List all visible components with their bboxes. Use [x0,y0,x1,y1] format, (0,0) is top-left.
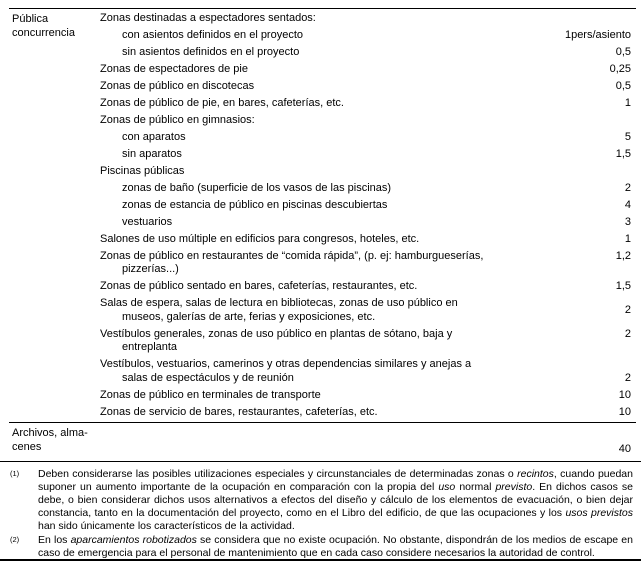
footnote-segment: previsto [495,481,533,493]
description-line: Zonas de espectadores de pie [100,62,248,75]
table-row [100,296,636,327]
row-value: 4 [624,198,631,211]
category-label [9,10,100,421]
row-value: 1pers/asiento [564,28,631,41]
row-description [100,216,554,230]
row-value: 10 [618,405,631,418]
footnotes [0,461,641,561]
description-line: entreplanta [122,341,178,354]
row-description [100,97,554,111]
table-row [100,146,636,163]
row-description [100,328,554,355]
description-line: Salones de uso múltiple en edificios para congresos, hoteles, etc. [100,232,420,245]
description-line: Vestíbulos, vestuarios, camerinos y otras dependencias similares y anejas a [100,358,472,371]
row-value: 5 [624,130,631,143]
description-line: sin asientos definidos en el proyecto [122,45,300,58]
row-description [100,233,554,247]
table-row [100,163,636,180]
description-line: Vestíbulos generales, zonas de uso público en plantas de sótano, baja y [100,327,453,340]
table-row [100,424,636,459]
description-line: Zonas de público sentado en bares, cafeterías, restaurantes, etc. [100,280,418,293]
table-row [100,61,636,78]
description-line: Zonas de público de pie, en bares, cafeterías, etc. [100,96,344,109]
table-row [100,197,636,214]
description-line: museos, galerías de arte, ferias y exposiciones, etc. [122,310,376,323]
table-row [100,357,636,388]
row-description [100,358,554,385]
footnote-marker: (2) [10,535,20,544]
description-line: Zonas de servicio de bares, restaurantes, cafeterías, etc. [100,405,378,418]
table-row [100,214,636,231]
row-description [100,131,554,145]
footnote-segment: aparcamientos robotizados [70,534,197,546]
description-line: con aparatos [122,130,186,143]
footnote-segment: . En dichos casos se debe, o bien considerar dichos usos alternativos a efectos del diseño y cálculo de los elementos de evacuación, o bien dejar constancia, tanto en la documentación del proyecto, como en el Libro del edificio, de que las ocupaciones y los [38,481,633,519]
row-value: 1,2 [615,249,631,262]
footnote-text [38,534,641,560]
footnote-segment: usos previstos [565,507,633,519]
row-value: 10 [618,388,631,401]
table-row [100,387,636,404]
row-description [100,406,554,420]
table-row [100,112,636,129]
footnote-text [38,468,641,533]
row-description [100,80,554,94]
bottom-rule [0,559,641,561]
table-row [100,326,636,357]
description-line: zonas de baño (superficie de los vasos de las piscinas) [122,181,392,194]
category-line: cenes [12,441,42,453]
table-row [100,180,636,197]
footnote-segment: En los [38,534,71,546]
description-line: con asientos definidos en el proyecto [122,28,304,41]
table-section [9,422,636,460]
row-description [100,165,554,179]
row-description [100,12,554,26]
description-line: Zonas de público en restaurantes de “comida rápida”, (p. ej: hamburgueserías, [100,249,484,262]
row-description [100,199,554,213]
row-value: 1 [624,96,631,109]
table-row [100,44,636,61]
row-value: 1 [624,232,631,245]
table-row [100,404,636,421]
footnote [0,534,641,560]
footnote-marker: (1) [10,469,20,478]
row-value: 2 [624,371,631,384]
table-row [100,95,636,112]
row-value: 3 [624,215,631,228]
description-line: zonas de estancia de público en piscinas descubiertas [122,198,388,211]
category-line: concurrencia [12,27,75,39]
footnote [0,468,641,533]
footnote-segment: han sido únicamente los característicos de la actividad. [38,520,295,532]
description-line: Salas de espera, salas de lectura en bibliotecas, zonas de uso público en [100,297,458,310]
row-description [100,114,554,128]
description-line: Zonas de público en discotecas [100,79,255,92]
row-value: 2 [624,304,631,316]
occupancy-table [9,8,636,460]
row-description [100,63,554,77]
row-description [100,280,554,294]
description-line: Zonas destinadas a espectadores sentados: [100,11,316,24]
section-rows [100,424,636,459]
row-description [100,297,554,324]
row-value: 1,5 [615,147,631,160]
description-line: vestuarios [122,215,173,228]
category-line: Pública [12,13,49,25]
table-row [100,129,636,146]
row-description [100,250,554,277]
footnote-segment: normal [455,481,496,493]
row-value: 40 [618,442,631,455]
category-label [9,424,100,459]
table-row [100,248,636,279]
table-row [100,231,636,248]
description-line: sin aparatos [122,147,182,160]
description-line: Piscinas públicas [100,164,185,177]
row-description [100,148,554,162]
table-section [9,8,636,422]
row-value: 1,5 [615,280,631,293]
footnote-segment: recintos [517,468,554,480]
table-row [100,78,636,95]
footnote-segment: , cuando puedan suponer un aumento importante de la ocupación en comparación con la propia del [38,468,633,493]
row-description [100,29,554,43]
row-description [100,46,554,60]
table-row [100,27,636,44]
section-rows [100,10,636,421]
description-line: salas de espectáculos y de reunión [122,371,294,384]
category-line: Archivos, alma- [12,427,88,439]
footnote-segment: Deben considerarse las posibles utilizaciones especiales y circunstanciales de determinadas zonas o [38,468,518,480]
row-value: 0,5 [615,45,631,58]
row-description [100,389,554,403]
row-value: 2 [624,181,631,194]
description-line: pizzerías...) [122,263,179,276]
row-value: 0,25 [609,62,631,75]
table-row [100,279,636,296]
footnote-segment: uso [438,481,456,493]
description-line: Zonas de público en gimnasios: [100,113,255,126]
row-value: 2 [624,327,631,340]
row-description [100,182,554,196]
description-line: Zonas de público en terminales de transporte [100,388,321,401]
footnote-segment: se considera que no existe ocupación. No obstante, dispondrán de los medios de escape en caso de emergencia para el personal de mantenimiento que en cada caso considere necesarios la autoridad de control. [38,534,633,559]
table-row [100,10,636,27]
row-value: 0,5 [615,79,631,92]
